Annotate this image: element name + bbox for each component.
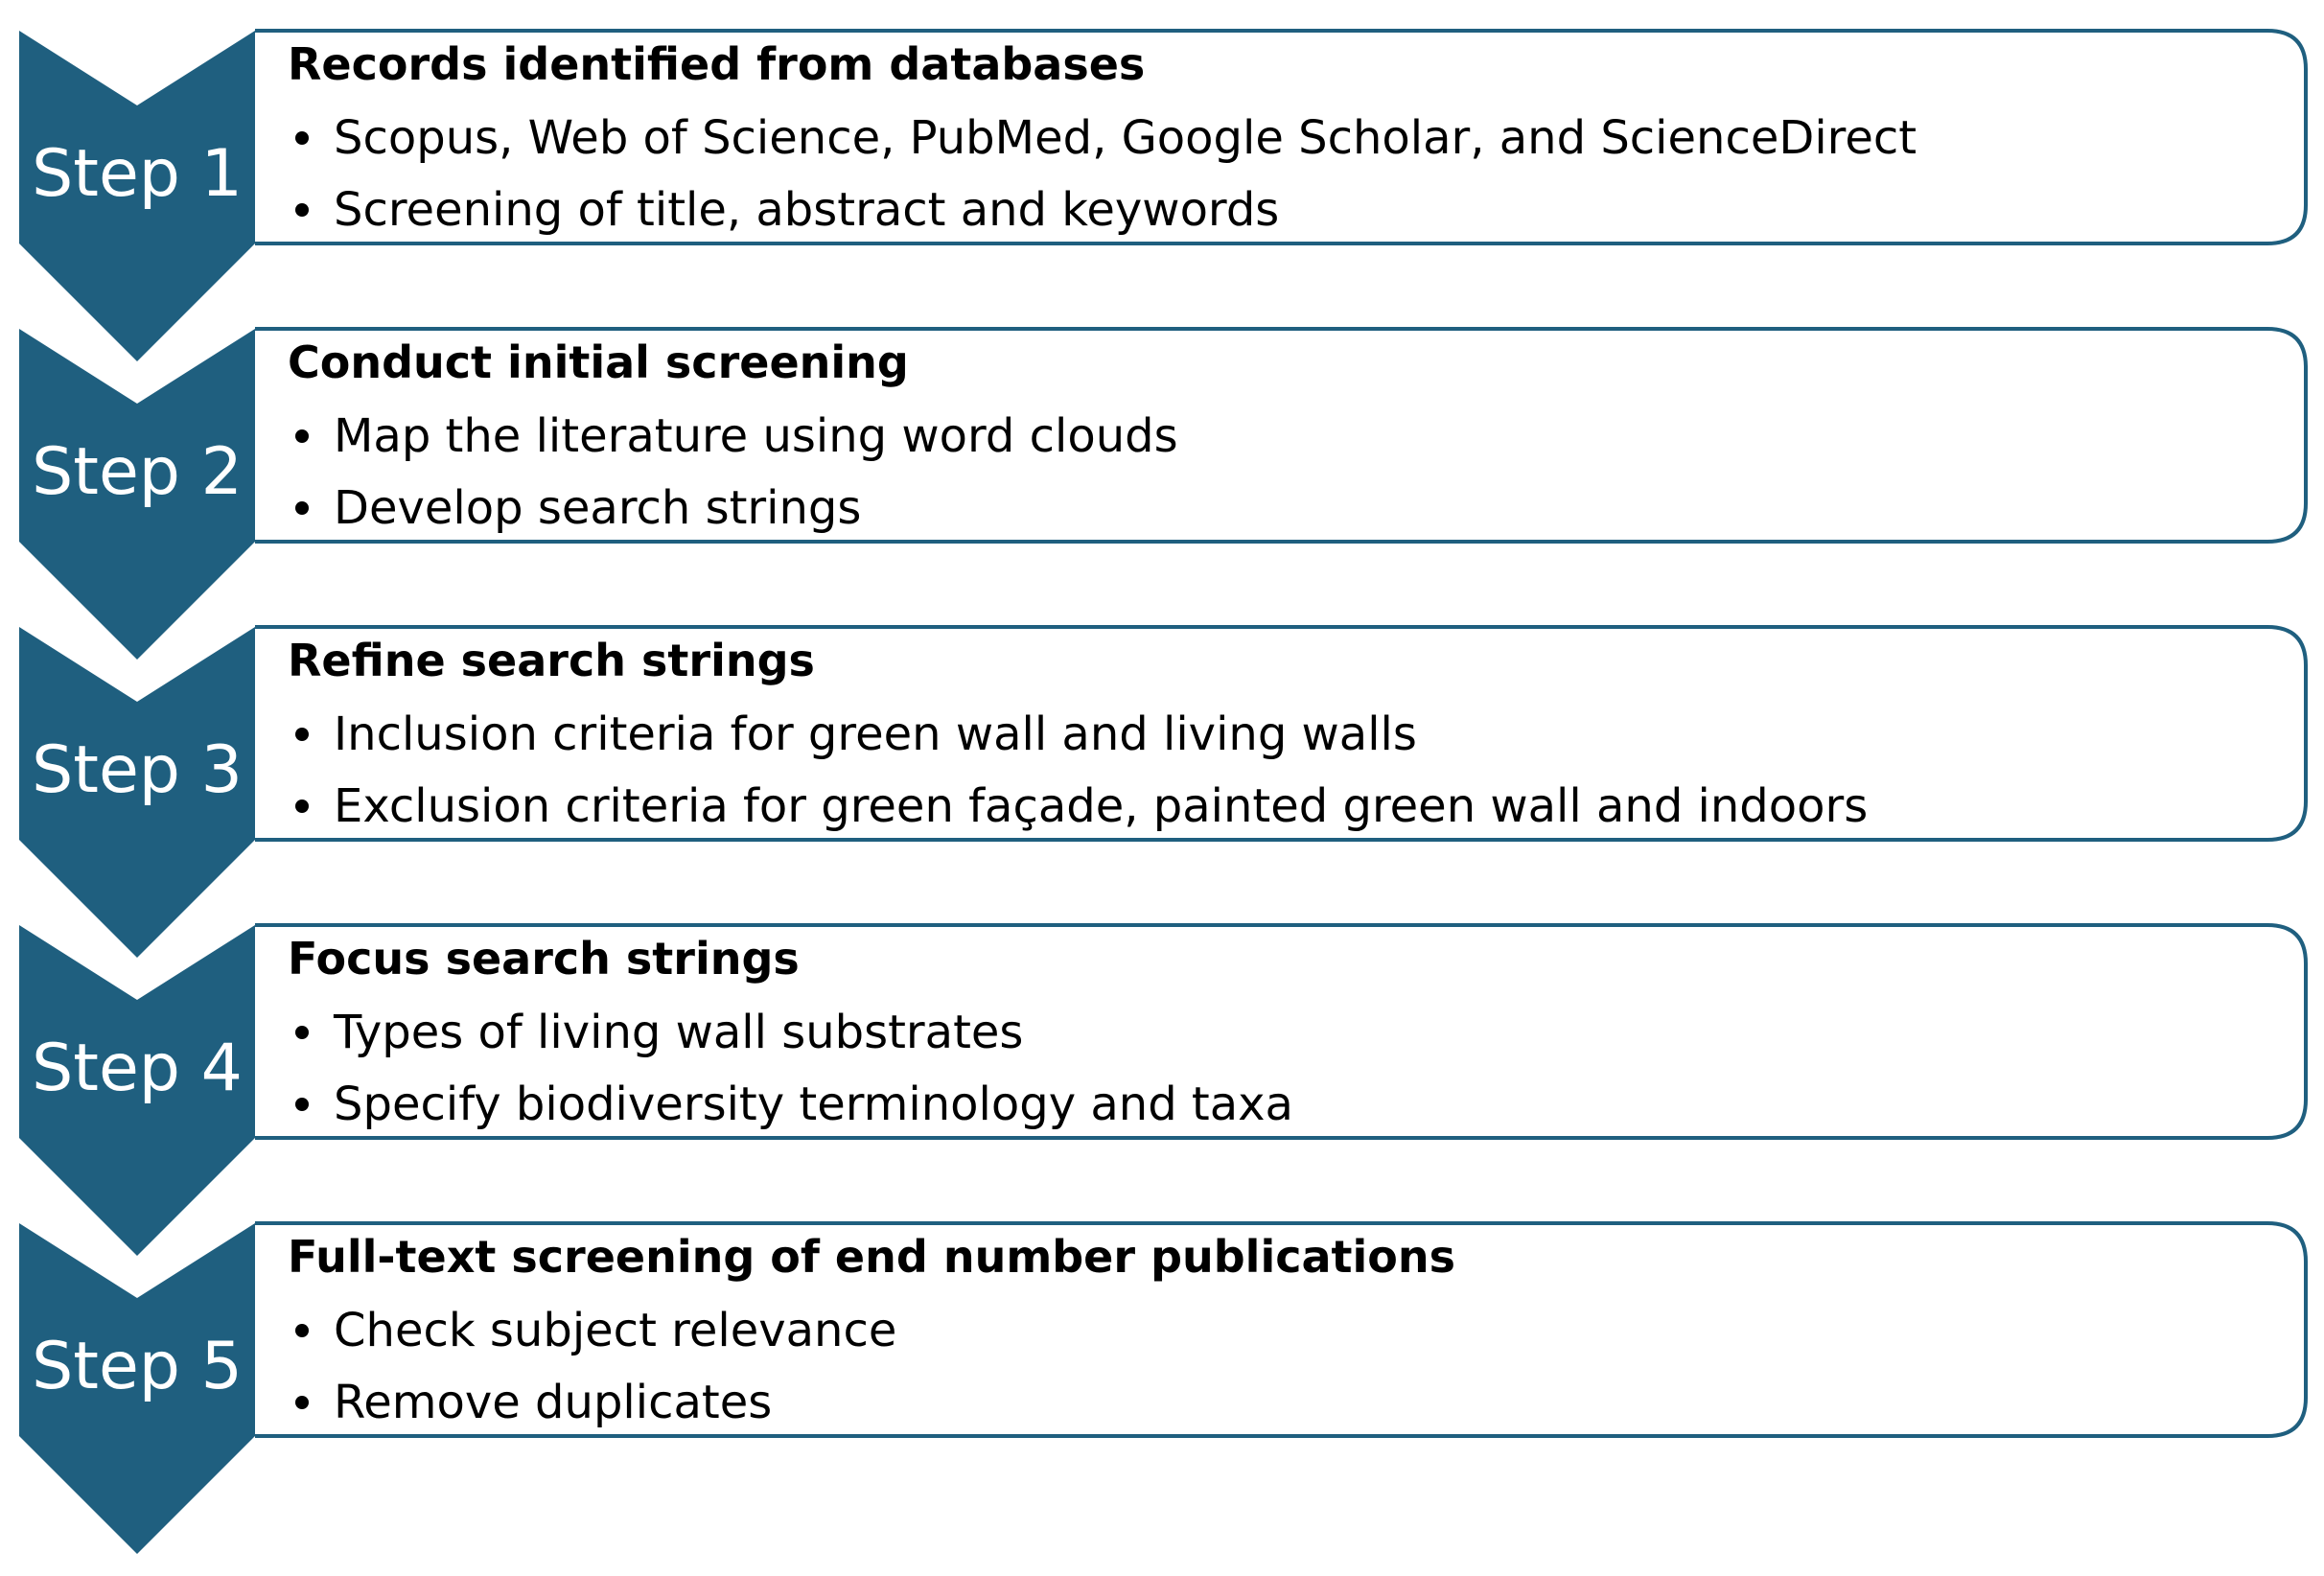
bullet-item: Specify biodiversity terminology and taxa [334,1078,1293,1131]
step-1 [19,31,2306,361]
bullet-dot-icon [295,1098,309,1111]
step-title: Conduct initial screening [288,336,909,388]
step-label: Step 3 [32,732,243,808]
bullet-dot-icon [295,1026,309,1039]
step-title: Focus search strings [288,933,800,985]
bullet-dot-icon [295,203,309,217]
step-3 [19,627,2306,958]
bullet-item: Scopus, Web of Science, PubMed, Google Scholar, and ScienceDirect [334,111,1917,165]
bullet-dot-icon [295,728,309,741]
step-title: Records identified from databases [288,38,1146,90]
step-label: Step 2 [32,434,243,510]
step-label: Step 4 [32,1031,243,1106]
bullet-item: Inclusion criteria for green wall and living walls [334,707,1417,761]
bullet-dot-icon [295,429,309,443]
step-label: Step 5 [32,1329,243,1404]
bullet-dot-icon [295,131,309,145]
bullet-item: Screening of title, abstract and keywords [334,183,1280,237]
step-label: Step 1 [32,136,243,212]
bullet-item: Develop search strings [334,481,862,535]
bullet-item: Exclusion criteria for green façade, painted green wall and indoors [334,779,1869,833]
bullet-dot-icon [295,800,309,813]
bullet-item: Types of living wall substrates [334,1006,1024,1059]
steps-layer [19,31,2306,1554]
bullet-dot-icon [295,501,309,515]
step-title: Refine search strings [288,635,815,686]
step-title: Full-text screening of end number publications [288,1231,1456,1283]
bullet-dot-icon [295,1396,309,1409]
step-5 [19,1223,2306,1554]
bullet-item: Check subject relevance [334,1304,897,1357]
step-2 [19,329,2306,660]
bullet-item: Map the literature using word clouds [334,409,1178,463]
bullet-dot-icon [295,1324,309,1337]
bullet-item: Remove duplicates [334,1376,773,1429]
step-4 [19,925,2306,1256]
